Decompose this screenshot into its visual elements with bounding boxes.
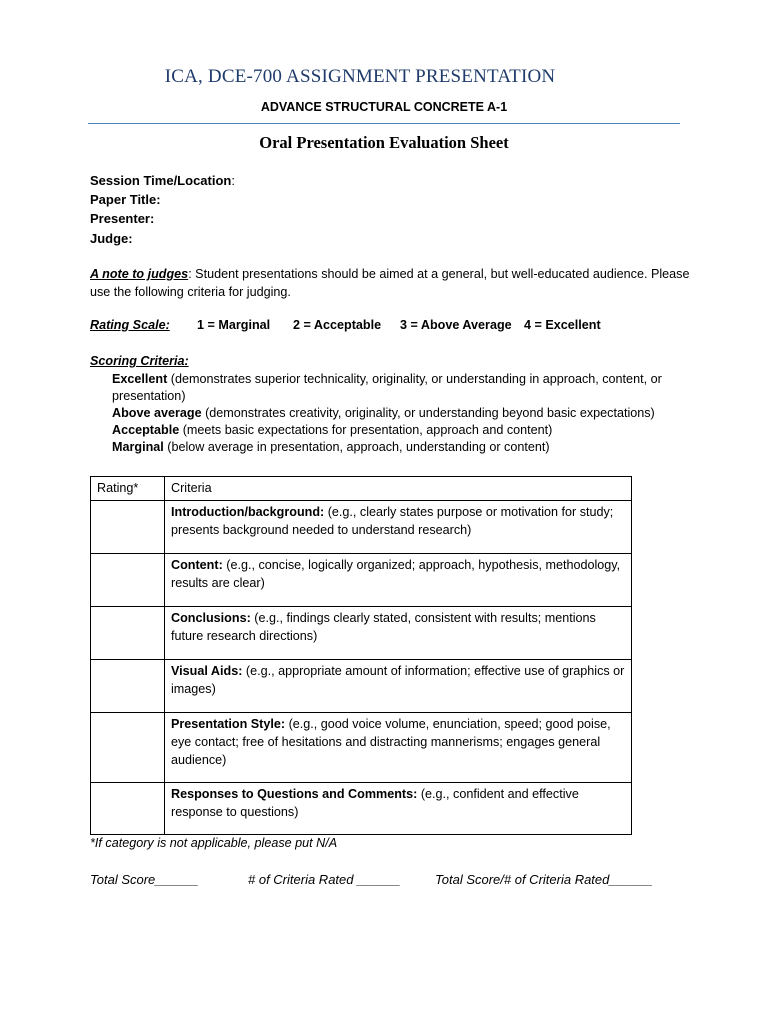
evaluation-table [90, 476, 632, 835]
rating-item-3: 3 = Above Average [400, 318, 512, 332]
scoring-desc: (demonstrates creativity, originality, or understanding beyond basic expectations) [201, 406, 655, 420]
session-label: Session Time/Location [90, 173, 232, 188]
table-row [91, 554, 632, 607]
table-row [91, 713, 632, 783]
rating-cell[interactable] [91, 501, 165, 554]
header-divider [88, 123, 680, 124]
table-row [91, 783, 632, 835]
criteria-cell [165, 554, 632, 607]
paper-title-field: Paper Title: [90, 192, 161, 207]
scoring-desc: (meets basic expectations for presentation, approach and content) [179, 423, 553, 437]
scoring-item [112, 405, 702, 422]
presenter-field: Presenter: [90, 211, 155, 226]
document-title: ICA, DCE-700 ASSIGNMENT PRESENTATION [164, 66, 556, 87]
note-label: A note to judges [90, 267, 189, 281]
criteria-term: Introduction/background: [171, 505, 325, 519]
document-subtitle: ADVANCE STRUCTURAL CONCRETE A-1 [260, 100, 508, 114]
session-colon: : [231, 173, 235, 188]
judge-field: Judge: [90, 231, 133, 246]
rating-cell[interactable] [91, 713, 165, 783]
rating-cell[interactable] [91, 607, 165, 660]
scoring-item [112, 439, 702, 456]
criteria-cell [165, 607, 632, 660]
criteria-cell [165, 713, 632, 783]
note-to-judges [90, 265, 700, 301]
note-text: : Student presentations should be aimed at a general, but well-educated audience. Please use the following criteria for judging. [90, 267, 690, 299]
criteria-desc: (e.g., concise, logically organized; approach, hypothesis, methodology, results are clear) [171, 558, 621, 590]
criteria-desc: (e.g., appropriate amount of information; effective use of graphics or images) [171, 664, 625, 696]
table-header-row [91, 477, 632, 501]
criteria-term: Content: [171, 558, 223, 572]
table-row [91, 607, 632, 660]
scoring-desc: (demonstrates superior technicality, originality, or understanding in approach, content, or presentation) [112, 372, 662, 403]
criteria-term: Visual Aids: [171, 664, 243, 678]
criteria-term: Responses to Questions and Comments: [171, 787, 418, 801]
criteria-cell [165, 783, 632, 835]
scoring-term: Excellent [112, 372, 168, 386]
table-footnote: *If category is not applicable, please put N/A [90, 836, 338, 850]
rating-scale-label: Rating Scale: [90, 318, 170, 332]
header-criteria: Criteria [165, 477, 632, 501]
sheet-title: Oral Presentation Evaluation Sheet [259, 133, 509, 152]
criteria-desc: (e.g., findings clearly stated, consistent with results; mentions future research directions) [171, 611, 596, 643]
score-ratio-field: Total Score/# of Criteria Rated______ [435, 872, 653, 887]
scoring-criteria-label [90, 352, 700, 370]
scoring-criteria-list [112, 371, 702, 456]
total-score-field: Total Score______ [90, 872, 199, 887]
scoring-term: Acceptable [112, 423, 180, 437]
table-row [91, 660, 632, 713]
header-rating: Rating* [91, 477, 165, 501]
criteria-cell [165, 501, 632, 554]
table-row [91, 501, 632, 554]
criteria-desc: (e.g., good voice volume, enunciation, speed; good poise, eye contact; free of hesitations and distracting mannerisms; engages general audience) [171, 717, 611, 767]
rating-item-4: 4 = Excellent [524, 318, 601, 332]
scoring-item [112, 371, 702, 405]
criteria-rated-field: # of Criteria Rated ______ [248, 872, 401, 887]
scoring-label-text: Scoring Criteria: [90, 354, 189, 368]
rating-cell[interactable] [91, 660, 165, 713]
session-field [90, 173, 235, 188]
scoring-term: Marginal [112, 440, 164, 454]
criteria-desc: (e.g., confident and effective response to questions) [171, 787, 579, 819]
criteria-term: Presentation Style: [171, 717, 286, 731]
rating-item-1: 1 = Marginal [197, 318, 271, 332]
criteria-cell [165, 660, 632, 713]
rating-item-2: 2 = Acceptable [293, 318, 382, 332]
rating-cell[interactable] [91, 783, 165, 835]
rating-cell[interactable] [91, 554, 165, 607]
scoring-desc: (below average in presentation, approach, understanding or content) [163, 440, 550, 454]
scoring-item [112, 422, 702, 439]
criteria-term: Conclusions: [171, 611, 251, 625]
criteria-desc: (e.g., clearly states purpose or motivation for study; presents background needed to understand research) [171, 505, 614, 537]
scoring-term: Above average [112, 406, 202, 420]
